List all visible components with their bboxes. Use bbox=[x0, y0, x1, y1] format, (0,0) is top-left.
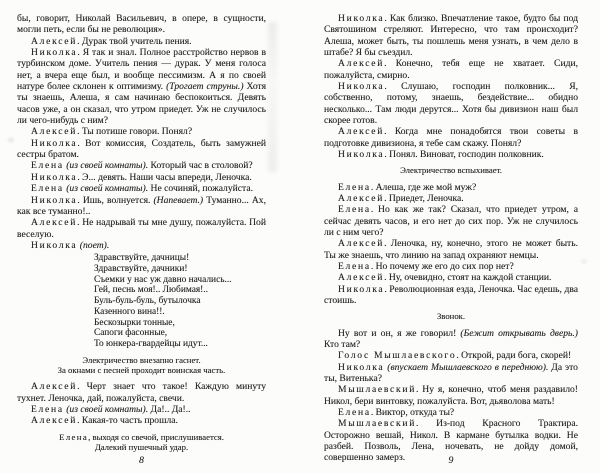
inline-stage-direction: (Напевает.) bbox=[153, 194, 204, 206]
speaker-name: Елена bbox=[31, 404, 64, 416]
song-verse bbox=[94, 253, 266, 350]
dialogue-paragraph bbox=[17, 415, 266, 426]
dialogue-paragraph bbox=[17, 195, 266, 218]
dialogue-paragraph bbox=[324, 238, 578, 261]
dialogue-paragraph bbox=[324, 193, 578, 204]
inline-stage-direction: (Бежит открывать дверь.) bbox=[460, 327, 578, 339]
dialogue-paragraph bbox=[17, 172, 266, 183]
speaker-name: Николка bbox=[31, 194, 78, 206]
dialogue-text: Да!.. Да!.. bbox=[148, 404, 191, 416]
dialogue-text: Далекий пушечный удар. bbox=[94, 441, 189, 452]
stage-direction-line bbox=[324, 311, 578, 321]
dialogue-text: Не сочиняй, пожалуйста. bbox=[148, 183, 253, 195]
speaker-name: Николка bbox=[31, 137, 78, 149]
dialogue-text: . Ты потише говори. Понял? bbox=[77, 126, 193, 138]
dialogue-paragraph bbox=[324, 284, 578, 307]
dialogue-text: . Когда мне понадобятся твои советы в подготовке дивизиона, я тебе сам скажу. Понял? bbox=[324, 126, 578, 149]
speaker-name: Алексей bbox=[338, 272, 385, 284]
dialogue-paragraph bbox=[324, 362, 578, 385]
dialogue-text: Туманно... Ах, как все туманно!.. bbox=[17, 194, 266, 217]
dialogue-text: . Как близко. Впечатление такое, будто бы под Святошином стреляют. Интересно, что там происходит? Алеша, может быть, ты пошлешь меня узнать, в чем дело в штабе? Я бы съездил. bbox=[324, 13, 578, 59]
page-number: 8 bbox=[139, 455, 144, 466]
dialogue-paragraph bbox=[324, 272, 578, 283]
scan-artifact bbox=[580, 258, 588, 265]
dialogue-text: . Ишь, волнуется. bbox=[77, 194, 154, 206]
speaker-name: Елена bbox=[31, 183, 64, 195]
inline-stage-direction: (Трогает струны.) bbox=[166, 81, 244, 93]
dialogue-text: За окнами с песней проходит воинская часть. bbox=[57, 365, 226, 376]
stage-direction-line bbox=[17, 365, 266, 375]
speaker-name: Алексей bbox=[338, 238, 385, 250]
speaker-name: Николка bbox=[31, 47, 78, 59]
dialogue-paragraph bbox=[17, 47, 266, 126]
song-line: Гей, песнь моя!.. Любимая!.. bbox=[94, 285, 208, 296]
dialogue-text: . Конечно, тебя еще не хватает. Сиди, пожалуйста, смирно. bbox=[324, 58, 578, 81]
song-line: Казенного вина!!. bbox=[94, 306, 165, 317]
dialogue-text: Электричество вспыхивает. bbox=[400, 165, 502, 176]
dialogue-paragraph bbox=[324, 384, 578, 407]
stage-direction-line bbox=[17, 442, 266, 452]
dialogue-text: . Но почему же его до сих пор нет? bbox=[370, 261, 514, 273]
dialogue-paragraph bbox=[324, 149, 578, 160]
inline-stage-direction: (из своей комнаты). bbox=[66, 183, 149, 195]
dialogue-paragraph bbox=[17, 183, 266, 194]
dialogue-text: Да это ты, Витенька? bbox=[324, 361, 578, 385]
dialogue-text: . Виктор, откуда ты? bbox=[370, 407, 455, 419]
song-line: Сапоги фасонные, bbox=[94, 328, 168, 339]
book-page-right bbox=[324, 0, 578, 473]
dialogue-paragraph bbox=[17, 160, 266, 171]
dialogue-paragraph bbox=[324, 81, 578, 126]
speaker-name: Николка bbox=[338, 361, 385, 373]
scan-artifact bbox=[6, 136, 16, 144]
dialogue-text: . Из-под Красного Трактира. Осторожно вешай, Никол. В кармане бутылка водки. Не разбей. Позволь, Лена, ночевать, не дойду домой, совершенно замерз. bbox=[324, 418, 578, 464]
speaker-name: Алексей bbox=[31, 126, 78, 138]
stage-direction-line bbox=[324, 165, 578, 175]
dialogue-text: . Леночка, ну, конечно, этого не может быть. Ты же знаешь, что линию на запад охраняют немцы. bbox=[324, 238, 578, 261]
speaker-name: Елена bbox=[31, 160, 64, 172]
speaker-name: Голос Мышлаевского bbox=[338, 350, 457, 362]
scan-artifact bbox=[268, 22, 277, 172]
speaker-name: Николка bbox=[31, 239, 78, 251]
speaker-name: Елена bbox=[338, 407, 371, 419]
dialogue-paragraph bbox=[324, 13, 578, 58]
inline-stage-direction: (впускает Мышлаевского в переднюю). bbox=[387, 361, 549, 373]
stage-direction-line bbox=[17, 355, 266, 365]
dialogue-text: Ну вот и он, я же говорил! bbox=[338, 327, 461, 339]
speaker-name: Алексей bbox=[338, 126, 385, 138]
dialogue-text: . Слушаю, господин полковник... Я, собственно, потому, знаешь, бездействие... обидно несколько... Там люди дерутся... Хотя бы дивизион наш был скорее готов. bbox=[324, 81, 578, 127]
dialogue-text: . Открой, ради бога, скорей! bbox=[456, 350, 572, 362]
dialogue-text: . Алеша, где же мой муж? bbox=[370, 181, 477, 193]
dialogue-text: . Какая-то часть прошла. bbox=[77, 415, 178, 427]
dialogue-text: Хотя ты знаешь, Алеша, я сам начинаю беспокоиться. Девять часов уже, а он сказал, что утром приедет. Уж не случилось ли чего-нибудь с ним? bbox=[17, 81, 266, 127]
speaker-name: Николка bbox=[338, 283, 385, 295]
speaker-name: Николка bbox=[338, 13, 385, 24]
page-text-right bbox=[324, 0, 578, 464]
dialogue-paragraph bbox=[17, 126, 266, 137]
speaker-name: Елена bbox=[338, 261, 371, 273]
dialogue-paragraph bbox=[324, 204, 578, 238]
speaker-name: Алексей bbox=[31, 381, 78, 393]
speaker-name: Алексей bbox=[31, 35, 78, 47]
inline-stage-direction: (из своей комнаты). bbox=[66, 404, 149, 416]
page-text-left bbox=[17, 0, 266, 452]
dialogue-paragraph bbox=[17, 381, 266, 404]
dialogue-paragraph bbox=[324, 182, 578, 193]
dialogue-text: . Приедет, Леночка. bbox=[384, 193, 464, 205]
dialogue-paragraph bbox=[17, 138, 266, 161]
song-line: Здравствуйте, дачницы! bbox=[94, 253, 190, 264]
speaker-name: Алексей bbox=[338, 193, 385, 205]
dialogue-text: . Ну я, конечно, чтоб меня раздавило! Никол, бери винтовку, пожалуйста. Вот, дьяволова мать! bbox=[324, 384, 578, 407]
dialogue-paragraph bbox=[324, 328, 578, 351]
dialogue-text: . Черт знает что такое! Каждую минуту тухнет. Леночка, дай, пожалуйста, свечи. bbox=[17, 381, 266, 404]
dialogue-text: Звонок. bbox=[436, 311, 466, 322]
speaker-name: Елена bbox=[338, 204, 371, 216]
speaker-name: Николка bbox=[31, 171, 78, 183]
speaker-name: Алексей bbox=[31, 217, 78, 229]
speaker-name: Алексей bbox=[31, 415, 78, 427]
speaker-name: Мышлаевский bbox=[338, 418, 417, 430]
dialogue-paragraph bbox=[324, 350, 578, 361]
song-line: То юнкера-гвардейцы идут... bbox=[94, 339, 208, 350]
dialogue-text: . Э... девять. Наши часы впереди, Леночка. bbox=[77, 171, 252, 183]
dialogue-paragraph bbox=[324, 407, 578, 418]
stage-direction bbox=[324, 311, 578, 321]
dialogue-text: . Ну, очевидно, стоят на каждой станции. bbox=[384, 272, 552, 284]
dialogue-paragraph bbox=[17, 240, 266, 251]
dialogue-text: . Вот комиссия, Создатель, быть замужней сестры братом. bbox=[17, 137, 266, 161]
dialogue-text: . Я так и знал. Полное расстройство нервов в турбинском доме. Учитель пения — дурак. У меня голоса нет, а вчера еще был, и вообще пессимизм. А я по своей натуре более склонен к оптимизму. bbox=[17, 47, 266, 93]
dialogue-paragraph bbox=[324, 58, 578, 81]
dialogue-text: бы, говорит, Николай Васильевич, в опере, в сущности, могли петь, если бы не революция». bbox=[17, 13, 266, 36]
speaker-name: Николка bbox=[338, 149, 385, 161]
dialogue-paragraph bbox=[17, 404, 266, 415]
dialogue-paragraph bbox=[324, 261, 578, 272]
dialogue-paragraph bbox=[17, 13, 266, 36]
dialogue-text: . Но как же так? Сказал, что приедет утром, а сейчас девять часов, и его нет до сих пор. Уж не случилось ли с ним чего? bbox=[324, 204, 578, 239]
stage-direction-line bbox=[17, 432, 266, 442]
song-line: Буль-буль-буль, бутылочка bbox=[94, 296, 201, 307]
page-number: 9 bbox=[448, 455, 454, 466]
dialogue-text: , выходя со свечой, прислушивается. bbox=[88, 431, 224, 442]
dialogue-paragraph bbox=[324, 126, 578, 149]
dialogue-text: . Революционная езда, Леночка. Час едешь, два стоишь. bbox=[324, 283, 578, 307]
inline-stage-direction: (поет). bbox=[79, 239, 110, 251]
stage-direction bbox=[17, 432, 266, 452]
dialogue-text: Электричество внезапно гаснет. bbox=[82, 354, 201, 365]
dialogue-text: Который час в столовой? bbox=[148, 160, 253, 172]
dialogue-text: . Понял. Виноват, господин полковник. bbox=[384, 149, 544, 161]
song-line: Съемки у нас уж давно начались... bbox=[94, 274, 232, 285]
dialogue-text: . Не надрывай ты мне душу, пожалуйста. Пой веселую. bbox=[17, 217, 266, 240]
speaker-name: Алексей bbox=[338, 58, 385, 70]
inline-stage-direction: (из своей комнаты). bbox=[66, 160, 149, 172]
speaker-name: Елена bbox=[338, 181, 371, 193]
dialogue-paragraph bbox=[17, 36, 266, 47]
book-page-left bbox=[17, 0, 266, 473]
stage-direction bbox=[17, 355, 266, 375]
speaker-name: Мышлаевский bbox=[338, 384, 417, 396]
speaker-name: Николка bbox=[338, 81, 385, 93]
dialogue-text: Кто там? bbox=[324, 339, 361, 350]
stage-direction bbox=[324, 165, 578, 175]
dialogue-paragraph bbox=[17, 217, 266, 240]
song-line: Бескозырки тонные, bbox=[94, 317, 175, 328]
speaker-name: Елена bbox=[59, 431, 89, 442]
dialogue-text: . Дурак твой учитель пения. bbox=[77, 35, 192, 47]
song-line: Здравствуйте, дачники! bbox=[94, 263, 188, 274]
